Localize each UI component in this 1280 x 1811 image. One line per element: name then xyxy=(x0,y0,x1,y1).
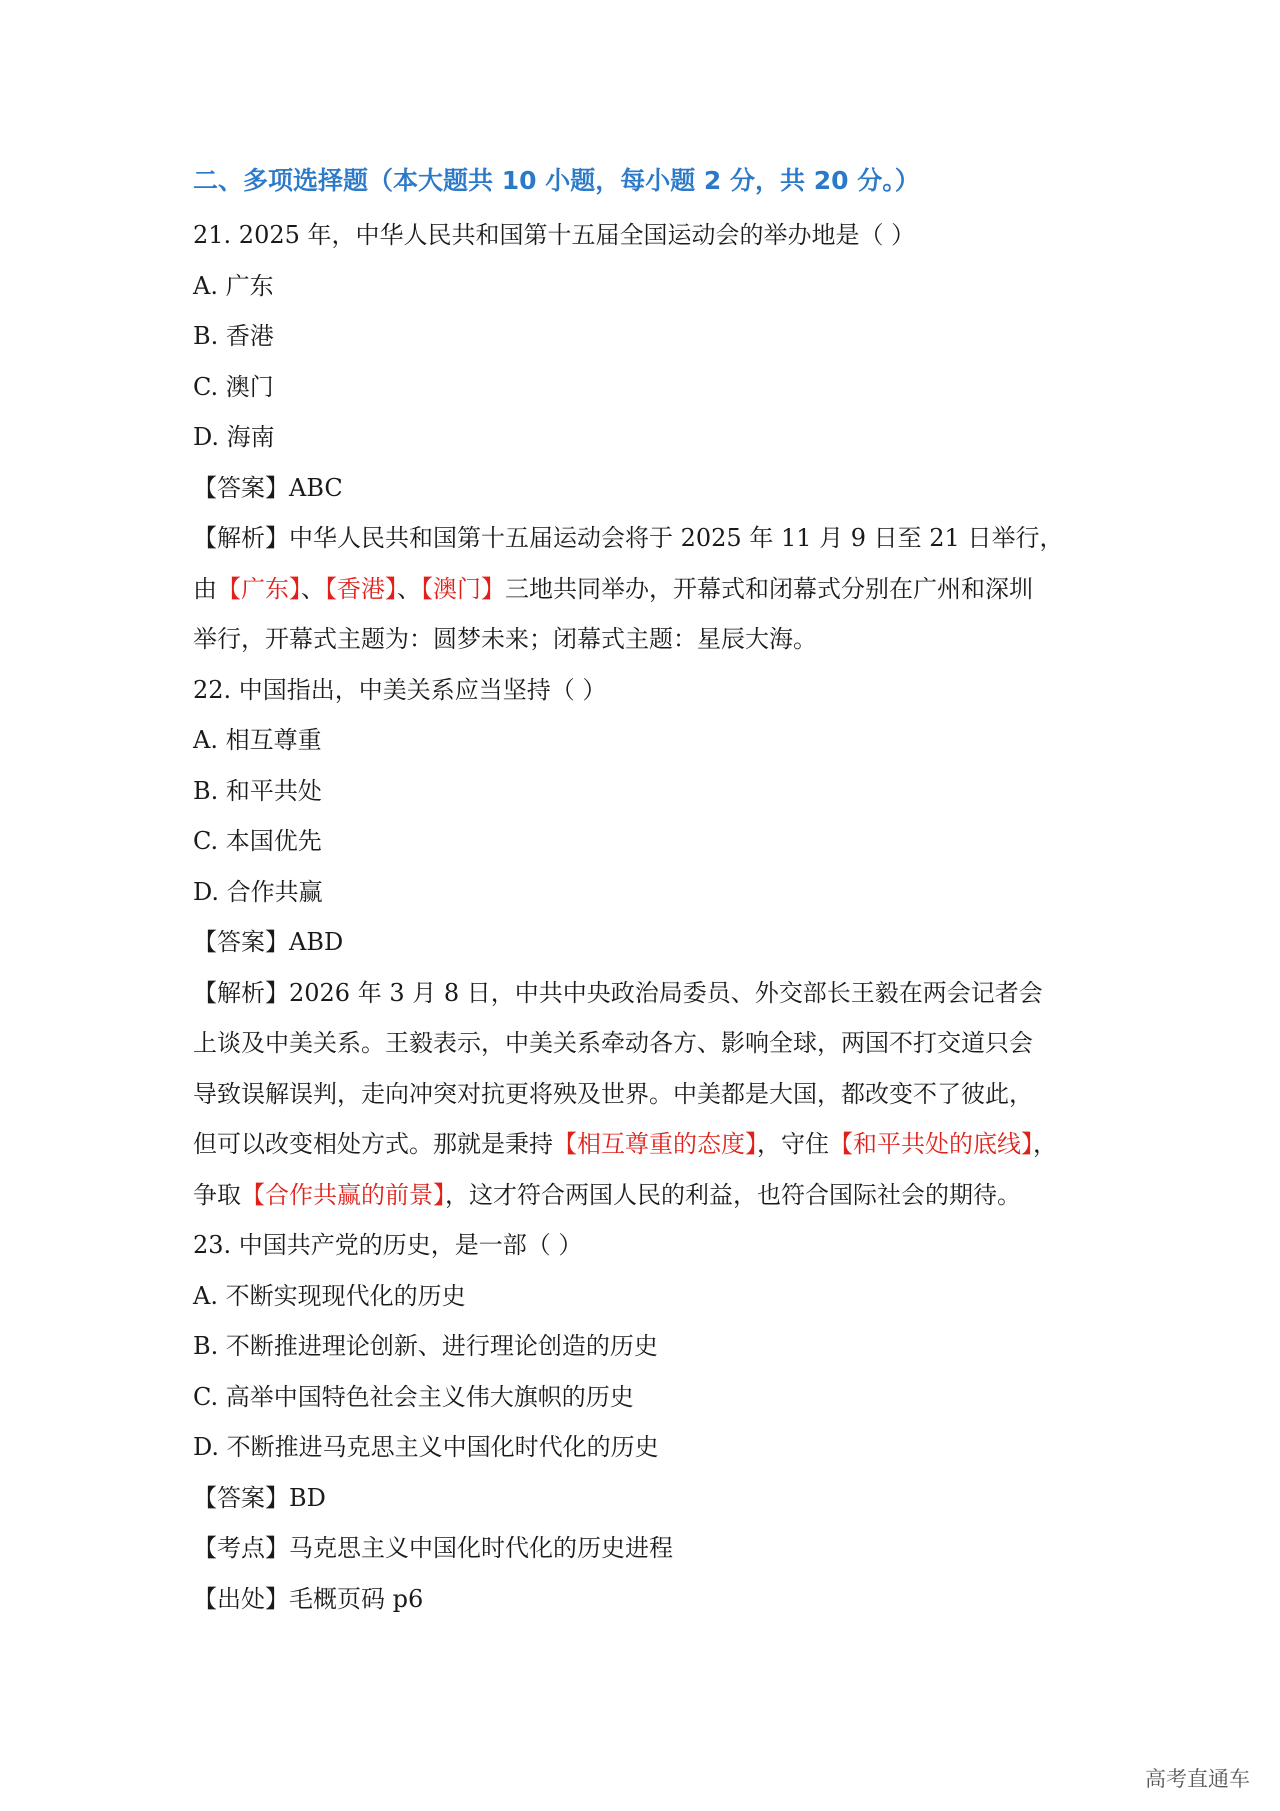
highlight-keyword: 【广东】 xyxy=(217,574,301,603)
question-21 xyxy=(193,210,1093,665)
question-21-stem: 21. 2025 年，中华人民共和国第十五届全国运动会的举办地是（ ） xyxy=(193,221,916,249)
section-heading: 二、多项选择题（本大题共 10 小题，每小题 2 分，共 20 分。） xyxy=(193,166,920,195)
source-text: 毛概页码 p6 xyxy=(289,1584,424,1613)
question-23-option-a: A. 不断实现现代化的历史 xyxy=(193,1281,466,1310)
answer-value: ABC xyxy=(289,473,343,502)
question-21-option-d: D. 海南 xyxy=(193,423,275,451)
question-23-answer xyxy=(193,1473,1093,1524)
analysis-text: ， xyxy=(1033,1130,1057,1158)
analysis-line: 导致误解误判，走向冲突对抗更将殃及世界。中美都是大国，都改变不了彼此， xyxy=(193,1079,1033,1108)
question-22-analysis xyxy=(193,968,1093,1221)
answer-tag: 【答案】 xyxy=(193,1483,289,1512)
question-21-option-c: C. 澳门 xyxy=(193,372,274,401)
analysis-line xyxy=(193,1119,1093,1170)
answer-value: ABD xyxy=(289,928,344,956)
analysis-text: ，这才符合两国人民的利益，也符合国际社会的期待。 xyxy=(445,1180,1021,1209)
analysis-line xyxy=(193,1170,1093,1221)
question-23-source xyxy=(193,1574,1093,1625)
question-22-stem: 22. 中国指出，中美关系应当坚持（ ） xyxy=(193,675,607,704)
analysis-text: 由 xyxy=(193,574,217,603)
question-23-option-d: D. 不断推进马克思主义中国化时代化的历史 xyxy=(193,1433,659,1461)
question-21-analysis xyxy=(193,513,1093,665)
highlight-keyword: 【相互尊重的态度】 xyxy=(553,1130,757,1158)
highlight-keyword: 【澳门】 xyxy=(421,574,505,603)
question-23-stem: 23. 中国共产党的历史，是一部（ ） xyxy=(193,1231,583,1259)
point-tag: 【考点】 xyxy=(193,1534,289,1562)
question-22-option-a: A. 相互尊重 xyxy=(193,726,322,754)
highlight-keyword: 【和平共处的底线】 xyxy=(829,1130,1033,1158)
question-22-answer xyxy=(193,917,1093,968)
question-21-option-a: A. 广东 xyxy=(193,271,274,300)
analysis-text: 争取 xyxy=(193,1180,241,1209)
analysis-tag: 【解析】 xyxy=(193,978,289,1007)
point-text: 马克思主义中国化时代化的历史进程 xyxy=(289,1534,673,1562)
analysis-tag: 【解析】 xyxy=(193,524,289,552)
analysis-line: 上谈及中美关系。王毅表示，中美关系牵动各方、影响全球，两国不打交道只会 xyxy=(193,1029,1033,1057)
analysis-line xyxy=(193,513,1093,564)
exam-content xyxy=(193,160,1093,1624)
analysis-text: 中华人民共和国第十五届运动会将于 2025 年 11 月 9 日至 21 日举行， xyxy=(289,524,1064,552)
answer-tag: 【答案】 xyxy=(193,473,289,502)
question-23-point xyxy=(193,1523,1093,1574)
analysis-text: 2026 年 3 月 8 日，中共中央政治局委员、外交部长王毅在两会记者会 xyxy=(289,978,1043,1007)
question-21-answer xyxy=(193,463,1093,514)
question-22-option-b: B. 和平共处 xyxy=(193,776,322,805)
question-22-option-c: C. 本国优先 xyxy=(193,827,322,855)
analysis-line: 举行，开幕式主题为：圆梦未来；闭幕式主题：星辰大海。 xyxy=(193,625,817,653)
analysis-text: 、 xyxy=(397,574,421,603)
analysis-text: 但可以改变相处方式。那就是秉持 xyxy=(193,1130,553,1158)
analysis-text: 、 xyxy=(301,574,325,603)
highlight-keyword: 【香港】 xyxy=(325,574,397,603)
question-21-option-b: B. 香港 xyxy=(193,322,274,350)
answer-value: BD xyxy=(289,1483,326,1512)
highlight-keyword: 【合作共赢的前景】 xyxy=(241,1180,445,1209)
analysis-line xyxy=(193,968,1093,1019)
analysis-text: 三地共同举办，开幕式和闭幕式分别在广州和深圳 xyxy=(505,574,1033,603)
question-22 xyxy=(193,665,1093,1221)
source-tag: 【出处】 xyxy=(193,1584,289,1613)
analysis-text: ，守住 xyxy=(757,1130,829,1158)
answer-tag: 【答案】 xyxy=(193,928,289,956)
analysis-line xyxy=(193,564,1093,615)
question-22-option-d: D. 合作共赢 xyxy=(193,877,323,906)
question-23-option-b: B. 不断推进理论创新、进行理论创造的历史 xyxy=(193,1332,658,1360)
question-23-option-c: C. 高举中国特色社会主义伟大旗帜的历史 xyxy=(193,1382,634,1411)
question-23 xyxy=(193,1220,1093,1624)
watermark-label: 高考直通车 xyxy=(1145,1767,1250,1791)
